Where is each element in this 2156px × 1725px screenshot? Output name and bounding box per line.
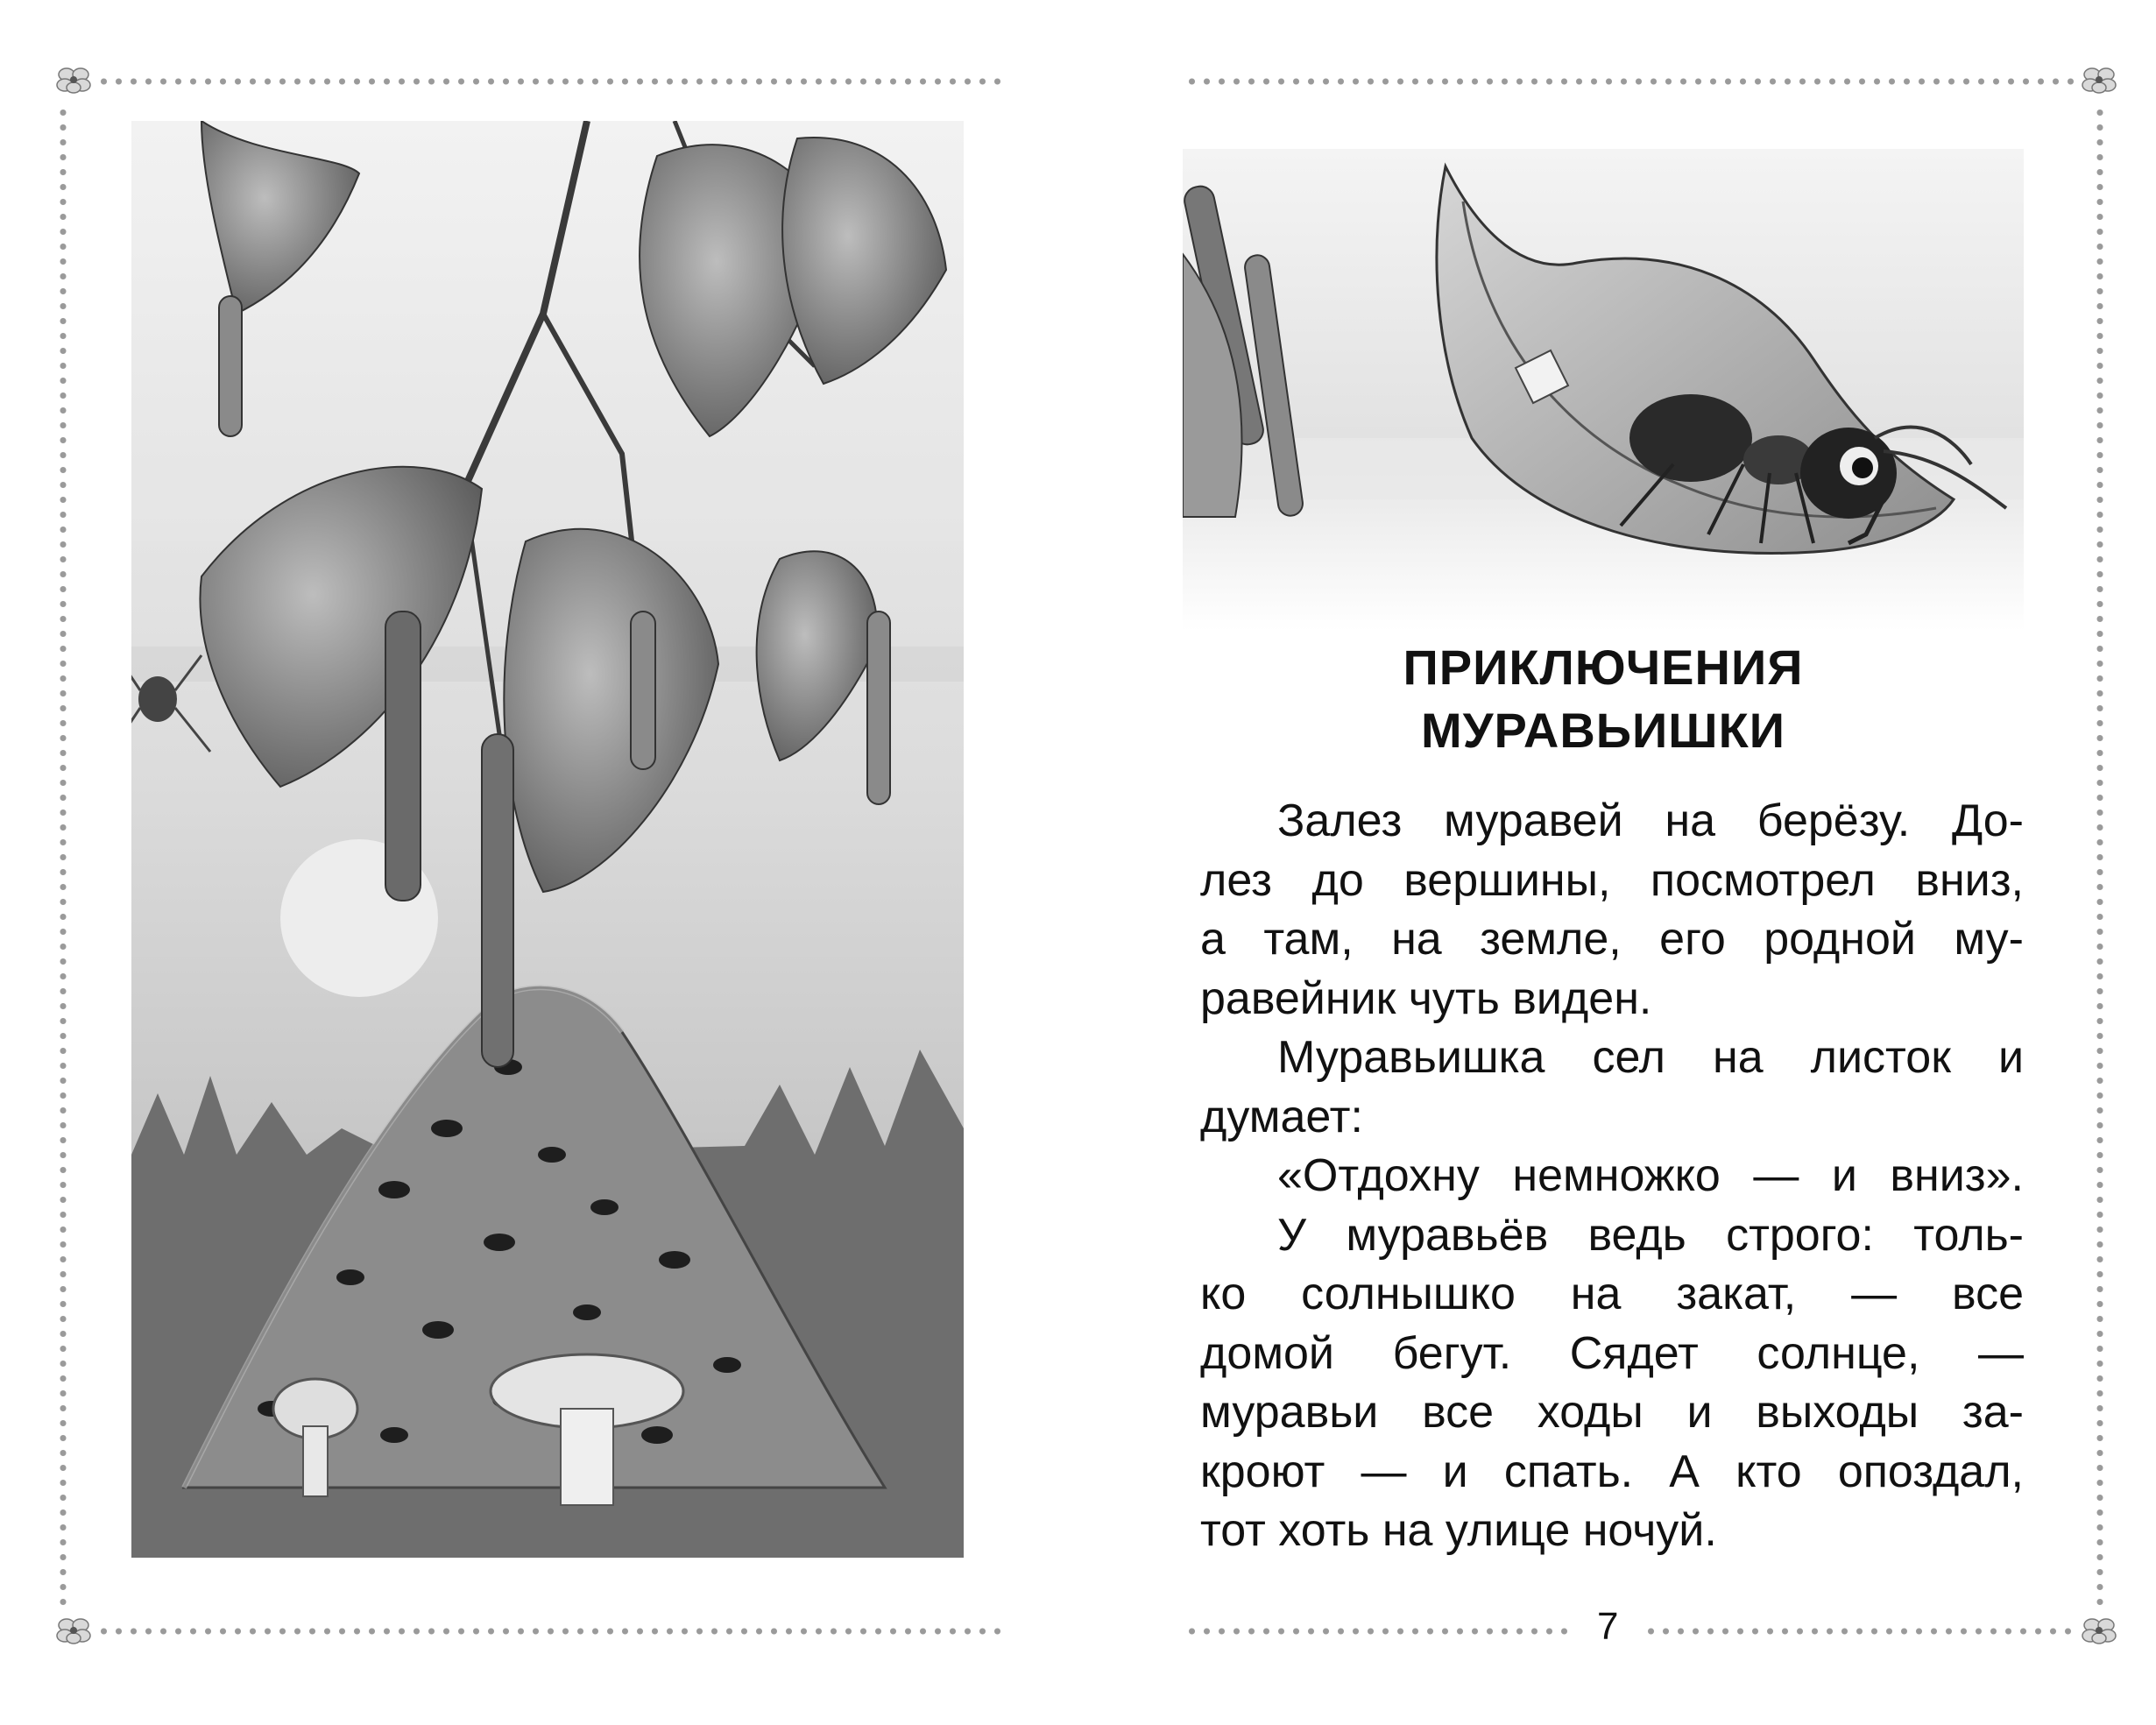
text-line: лез до вершины, посмотрел вниз, xyxy=(1200,854,2024,906)
text-line: домой бегут. Сядет солнце, — xyxy=(1200,1327,2024,1379)
text-line: думает: xyxy=(1200,1091,1363,1142)
side-border-left xyxy=(59,105,67,1612)
page-number: 7 xyxy=(1597,1605,1619,1648)
corner-flower-icon xyxy=(54,1615,95,1645)
bottom-border-left xyxy=(96,1627,1007,1636)
text-line: а там, на земле, его родной му- xyxy=(1200,914,2024,965)
bottom-border-right-a xyxy=(1184,1627,1570,1636)
top-border-right xyxy=(1184,77,2078,86)
text-line: «Отдохну немножко — и вниз». xyxy=(1277,1150,2024,1201)
corner-flower-icon xyxy=(2080,65,2120,95)
bottom-border-right-b xyxy=(1644,1627,2078,1636)
text-line: равейник чуть виден. xyxy=(1200,972,1652,1024)
text-line: ко солнышко на закат, — все xyxy=(1200,1269,2024,1319)
story-text xyxy=(1200,792,2024,1561)
text-line: У муравьёв ведь строго: толь- xyxy=(1277,1209,2024,1261)
text-line: Муравьишка сел на листок и xyxy=(1277,1032,2024,1083)
corner-flower-icon xyxy=(54,65,95,95)
story-title-line-1: ПРИКЛЮЧЕНИЯ xyxy=(1403,640,1804,695)
ant-on-birch-leaf-illustration xyxy=(1183,149,2024,631)
side-border-right xyxy=(2096,105,2104,1612)
text-line: тот хоть на улице ночуй. xyxy=(1200,1505,1717,1556)
text-line: кроют — и спать. А кто опоздал, xyxy=(1200,1446,2024,1497)
top-border-left xyxy=(96,77,1007,86)
text-line: Залез муравей на берёзу. До- xyxy=(1277,795,2024,846)
corner-flower-icon xyxy=(2080,1615,2120,1645)
birch-branch-anthill-illustration xyxy=(131,121,964,1558)
story-title-line-2: МУРАВЬИШКИ xyxy=(1421,703,1785,758)
text-line: муравьи все ходы и выходы за- xyxy=(1200,1387,2024,1438)
